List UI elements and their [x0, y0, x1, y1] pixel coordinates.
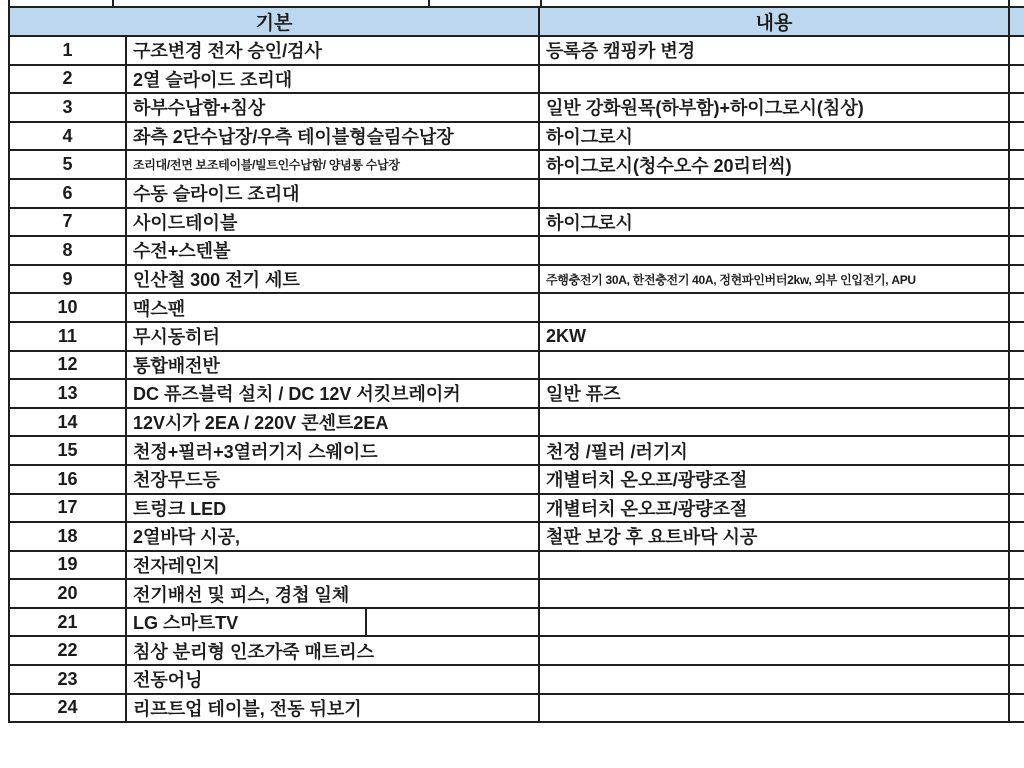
table-row	[9, 93, 1024, 122]
cell-split-divider	[365, 608, 367, 637]
basic-item-cell: 수전+스텐볼	[126, 236, 539, 265]
row-number: 13	[9, 379, 126, 408]
table-row	[9, 636, 1024, 665]
content-detail-cell: 주행충전기 30A, 한전충전기 40A, 정현파인버터2kw, 외부 인입전기, APU	[539, 265, 1009, 294]
cutoff-edge-cell	[1009, 408, 1024, 437]
content-detail-cell: 2KW	[539, 322, 1009, 351]
content-detail-cell: 일반 강화원목(하부함)+하이그로시(침상)	[539, 93, 1009, 122]
basic-item-cell: 천정+필러+3열러기지 스웨이드	[126, 436, 539, 465]
basic-item-cell: 12V시가 2EA / 220V 콘센트2EA	[126, 408, 539, 437]
row-number: 3	[9, 93, 126, 122]
content-detail-cell	[539, 579, 1009, 608]
row-number: 4	[9, 122, 126, 151]
cutoff-edge-cell	[1009, 665, 1024, 694]
row-number: 1	[9, 36, 126, 65]
content-detail-cell	[539, 293, 1009, 322]
basic-item-cell: 2열바닥 시공,	[126, 522, 539, 551]
content-detail-cell	[539, 351, 1009, 380]
content-detail-cell	[539, 665, 1009, 694]
table-row	[9, 608, 1024, 637]
basic-item-cell: 사이드테이블	[126, 208, 539, 237]
content-detail-cell	[539, 179, 1009, 208]
cutoff-edge-cell	[1009, 608, 1024, 637]
content-detail-cell	[539, 236, 1009, 265]
table-row	[9, 293, 1024, 322]
cutoff-edge-cell	[1009, 522, 1024, 551]
cutoff-edge-cell	[1009, 93, 1024, 122]
content-detail-cell: 하이그로시	[539, 122, 1009, 151]
table-row	[9, 179, 1024, 208]
table-row	[9, 65, 1024, 94]
table-row	[9, 408, 1024, 437]
cutoff-edge-cell	[1009, 65, 1024, 94]
cutoff-edge-cell	[1009, 322, 1024, 351]
content-detail-cell: 일반 퓨즈	[539, 379, 1009, 408]
table-row	[9, 36, 1024, 65]
cutoff-edge-cell	[1009, 465, 1024, 494]
row-number: 17	[9, 494, 126, 523]
basic-item-cell: 하부수납함+침상	[126, 93, 539, 122]
table-row	[9, 265, 1024, 294]
content-detail-cell: 개별터치 온오프/광량조절	[539, 494, 1009, 523]
column-header-edge	[1009, 7, 1024, 36]
table-row	[9, 436, 1024, 465]
table-row	[9, 522, 1024, 551]
basic-item-cell: 전자레인지	[126, 551, 539, 580]
basic-item-cell: 전기배선 및 피스, 경첩 일체	[126, 579, 539, 608]
table-row	[9, 465, 1024, 494]
table-row	[9, 494, 1024, 523]
column-header-content: 내용	[539, 7, 1009, 36]
row-number: 19	[9, 551, 126, 580]
basic-item-cell: 무시동히터	[126, 322, 539, 351]
cutoff-edge-cell	[1009, 236, 1024, 265]
basic-item-cell: 맥스팬	[126, 293, 539, 322]
row-number: 5	[9, 150, 126, 179]
basic-item-cell: DC 퓨즈블럭 설치 / DC 12V 서킷브레이커	[126, 379, 539, 408]
basic-item-cell: 침상 분리형 인조가죽 매트리스	[126, 636, 539, 665]
table-row	[9, 551, 1024, 580]
cutoff-edge-cell	[1009, 293, 1024, 322]
basic-item-cell: 구조변경 전자 승인/검사	[126, 36, 539, 65]
content-detail-cell	[539, 694, 1009, 723]
cutoff-edge-cell	[1009, 579, 1024, 608]
table-row	[9, 322, 1024, 351]
basic-item-cell: 인산철 300 전기 세트	[126, 265, 539, 294]
basic-item-cell: 조리대/전면 보조테이블/빌트인수납함/ 양념통 수납장	[126, 150, 539, 179]
cutoff-edge-cell	[1009, 150, 1024, 179]
table-row	[9, 579, 1024, 608]
row-number: 10	[9, 293, 126, 322]
content-detail-cell	[539, 408, 1009, 437]
cutoff-edge-cell	[1009, 122, 1024, 151]
basic-item-cell: 통합배전반	[126, 351, 539, 380]
content-detail-cell: 철판 보강 후 요트바닥 시공	[539, 522, 1009, 551]
column-header-basic: 기본	[9, 7, 539, 36]
row-number: 14	[9, 408, 126, 437]
cutoff-edge-cell	[1009, 379, 1024, 408]
table-row	[9, 208, 1024, 237]
cutoff-edge-cell	[1009, 265, 1024, 294]
cutoff-edge-cell	[1009, 636, 1024, 665]
content-detail-cell: 하이그로시	[539, 208, 1009, 237]
basic-item-cell: 2열 슬라이드 조리대	[126, 65, 539, 94]
content-detail-cell: 개별터치 온오프/광량조절	[539, 465, 1009, 494]
header-row	[9, 7, 1024, 36]
cutoff-edge-cell	[1009, 208, 1024, 237]
basic-item-cell: LG 스마트TV	[126, 608, 539, 637]
row-number: 20	[9, 579, 126, 608]
content-detail-cell	[539, 65, 1009, 94]
content-detail-cell	[539, 608, 1009, 637]
row-number: 16	[9, 465, 126, 494]
table-row	[9, 665, 1024, 694]
table-row	[9, 150, 1024, 179]
content-detail-cell: 하이그로시(청수오수 20리터씩)	[539, 150, 1009, 179]
basic-item-cell: 트렁크 LED	[126, 494, 539, 523]
row-number: 15	[9, 436, 126, 465]
row-number: 24	[9, 694, 126, 723]
table-row	[9, 351, 1024, 380]
cutoff-edge-cell	[1009, 436, 1024, 465]
content-detail-cell	[539, 551, 1009, 580]
table-row	[9, 236, 1024, 265]
basic-item-cell: 좌측 2단수납장/우측 테이블형슬림수납장	[126, 122, 539, 151]
content-detail-cell	[539, 636, 1009, 665]
table-body	[9, 36, 1024, 722]
row-number: 22	[9, 636, 126, 665]
row-number: 6	[9, 179, 126, 208]
row-number: 12	[9, 351, 126, 380]
cutoff-edge-cell	[1009, 494, 1024, 523]
camper-spec-table	[8, 6, 1024, 723]
row-number: 23	[9, 665, 126, 694]
basic-item-cell: 전동어닝	[126, 665, 539, 694]
table-row	[9, 379, 1024, 408]
basic-item-cell: 리프트업 테이블, 전동 뒤보기	[126, 694, 539, 723]
cutoff-edge-cell	[1009, 179, 1024, 208]
table-row	[9, 122, 1024, 151]
row-number: 7	[9, 208, 126, 237]
row-number: 8	[9, 236, 126, 265]
content-detail-cell: 등록증 캠핑카 변경	[539, 36, 1009, 65]
row-number: 21	[9, 608, 126, 637]
cutoff-edge-cell	[1009, 551, 1024, 580]
row-number: 18	[9, 522, 126, 551]
row-number: 11	[9, 322, 126, 351]
cutoff-edge-cell	[1009, 36, 1024, 65]
cutoff-edge-cell	[1009, 351, 1024, 380]
table-row	[9, 694, 1024, 723]
row-number: 2	[9, 65, 126, 94]
content-detail-cell: 천정 /필러 /러기지	[539, 436, 1009, 465]
cutoff-edge-cell	[1009, 694, 1024, 723]
row-number: 9	[9, 265, 126, 294]
basic-item-cell: 수동 슬라이드 조리대	[126, 179, 539, 208]
basic-item-cell: 천장무드등	[126, 465, 539, 494]
